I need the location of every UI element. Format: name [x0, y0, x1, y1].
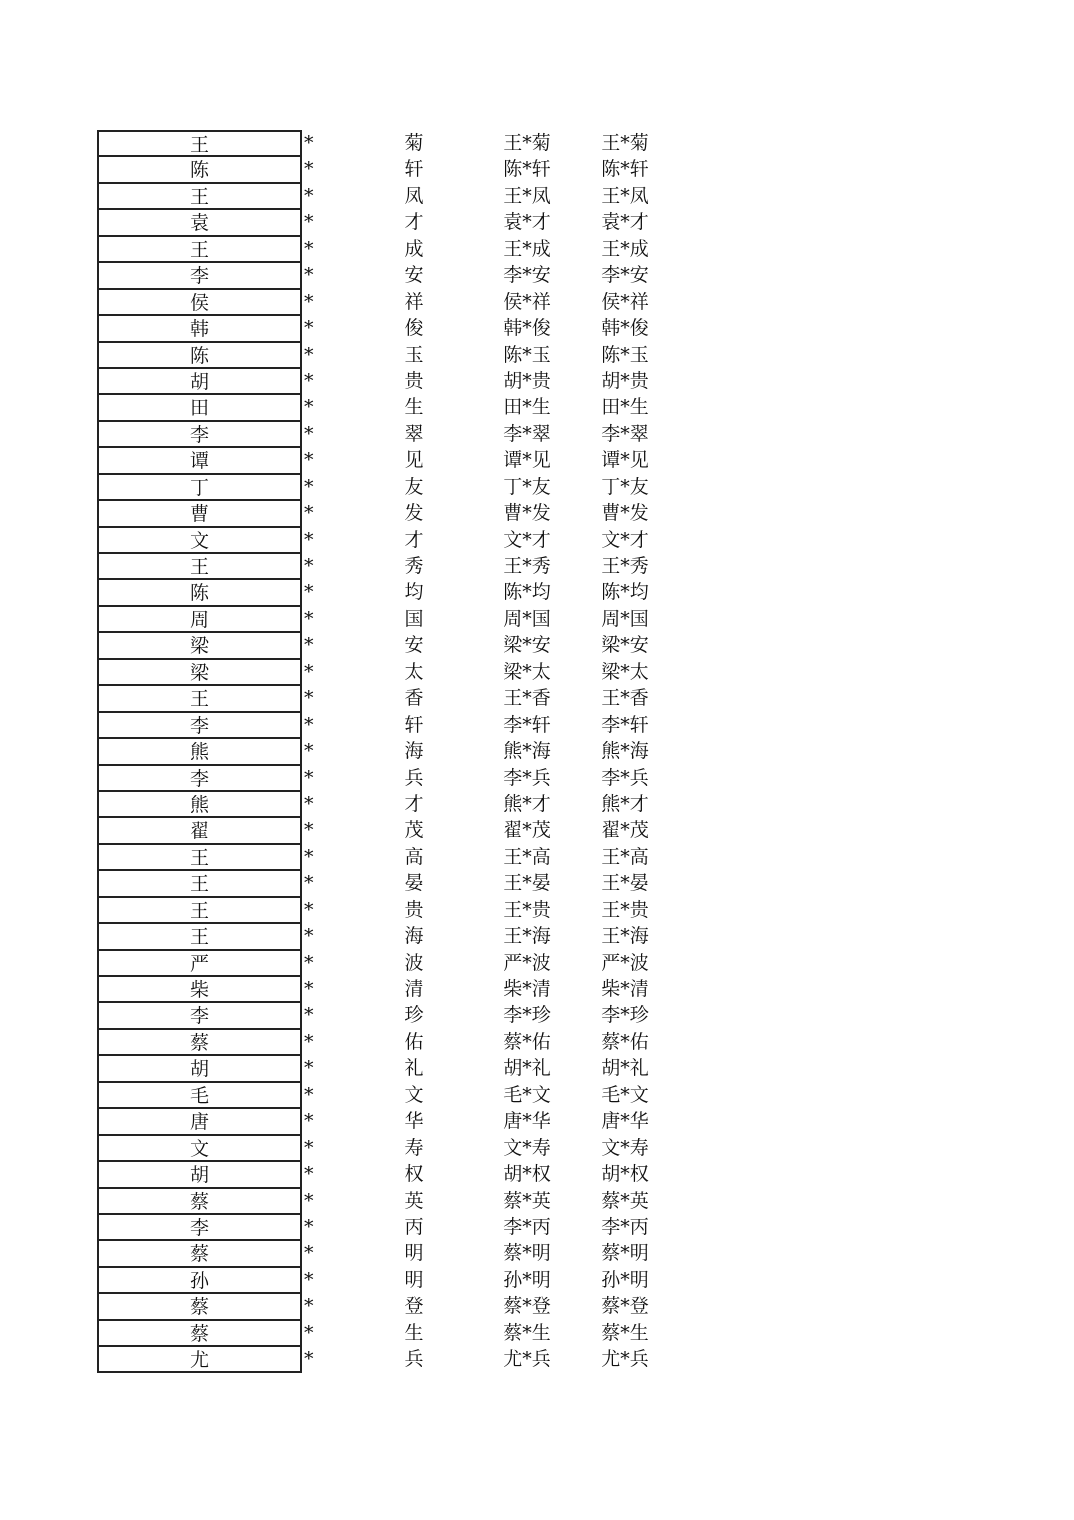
mask-cell: * — [304, 581, 314, 604]
surname-cell: 唐 — [97, 1108, 302, 1134]
masked-name-cell: 陈*玉 — [503, 343, 551, 366]
surname-cell: 王 — [97, 685, 302, 711]
given-name-cell: 礼 — [404, 1057, 424, 1080]
given-name-cell: 寿 — [404, 1136, 424, 1159]
given-name-cell: 权 — [404, 1163, 424, 1186]
table-row — [0, 712, 1074, 738]
masked-name-cell: 李*翠 — [503, 422, 551, 445]
surname-cell: 王 — [97, 553, 302, 579]
given-name-cell: 才 — [404, 211, 424, 234]
masked-name-cell: 陈*轩 — [503, 158, 551, 181]
masked-name-copy-cell: 李*轩 — [601, 713, 649, 736]
masked-name-copy-cell: 王*成 — [601, 237, 649, 260]
surname-cell: 柴 — [97, 976, 302, 1002]
surname-cell: 韩 — [97, 315, 302, 341]
masked-name-copy-cell: 王*凤 — [601, 184, 649, 207]
table-row — [0, 1161, 1074, 1187]
mask-cell: * — [304, 158, 314, 181]
masked-name-cell: 熊*才 — [503, 792, 551, 815]
masked-name-copy-cell: 陈*轩 — [601, 158, 649, 181]
table-row — [0, 209, 1074, 235]
surname-cell: 李 — [97, 1002, 302, 1028]
masked-name-cell: 李*丙 — [503, 1215, 551, 1238]
given-name-cell: 太 — [404, 660, 424, 683]
mask-cell: * — [304, 687, 314, 710]
masked-name-cell: 李*兵 — [503, 766, 551, 789]
masked-name-cell: 王*香 — [503, 687, 551, 710]
mask-cell: * — [304, 766, 314, 789]
masked-name-cell: 梁*安 — [503, 634, 551, 657]
masked-name-cell: 曹*发 — [503, 502, 551, 525]
mask-cell: * — [304, 211, 314, 234]
surname-cell: 胡 — [97, 1055, 302, 1081]
given-name-cell: 华 — [404, 1110, 424, 1133]
given-name-cell: 清 — [404, 978, 424, 1000]
masked-name-cell: 文*才 — [503, 528, 551, 551]
masked-name-cell: 韩*俊 — [503, 317, 551, 340]
table-row — [0, 976, 1074, 1002]
surname-cell: 蔡 — [97, 1293, 302, 1319]
given-name-cell: 明 — [404, 1268, 424, 1291]
masked-name-cell: 严*波 — [503, 951, 551, 974]
masked-name-cell: 王*海 — [503, 925, 551, 948]
masked-name-cell: 袁*才 — [503, 211, 551, 234]
given-name-cell: 成 — [404, 237, 424, 260]
masked-name-cell: 陈*均 — [503, 581, 551, 604]
surname-cell: 文 — [97, 527, 302, 553]
masked-name-copy-cell: 文*才 — [601, 528, 649, 551]
surname-cell: 曹 — [97, 500, 302, 526]
masked-name-copy-cell: 尤*兵 — [601, 1348, 649, 1371]
masked-name-copy-cell: 王*晏 — [601, 872, 649, 895]
given-name-cell: 英 — [404, 1189, 424, 1212]
table-row — [0, 1029, 1074, 1055]
table-row — [0, 342, 1074, 368]
mask-cell: * — [304, 1110, 314, 1133]
given-name-cell: 安 — [404, 264, 424, 287]
masked-name-cell: 王*晏 — [503, 872, 551, 895]
masked-name-copy-cell: 王*秀 — [601, 555, 649, 577]
table-row — [0, 870, 1074, 896]
surname-cell: 熊 — [97, 791, 302, 817]
mask-cell: * — [304, 951, 314, 974]
table-row — [0, 897, 1074, 923]
given-name-cell: 生 — [404, 1321, 424, 1344]
table-row — [0, 1002, 1074, 1028]
masked-name-cell: 谭*见 — [503, 449, 551, 472]
masked-name-copy-cell: 孙*明 — [601, 1268, 649, 1291]
mask-cell: * — [304, 1163, 314, 1186]
surname-cell: 梁 — [97, 632, 302, 658]
mask-cell: * — [304, 1030, 314, 1053]
masked-name-copy-cell: 王*高 — [601, 845, 649, 868]
masked-name-cell: 王*高 — [503, 845, 551, 868]
mask-cell: * — [304, 792, 314, 815]
masked-name-copy-cell: 李*翠 — [601, 422, 649, 445]
mask-cell: * — [304, 607, 314, 630]
given-name-cell: 明 — [404, 1242, 424, 1265]
mask-cell: * — [304, 1268, 314, 1291]
masked-name-copy-cell: 曹*发 — [601, 502, 649, 525]
table-row — [0, 1214, 1074, 1240]
table-row — [0, 1320, 1074, 1346]
masked-name-copy-cell: 王*菊 — [601, 132, 649, 154]
mask-cell: * — [304, 264, 314, 287]
given-name-cell: 高 — [404, 845, 424, 868]
mask-cell: * — [304, 925, 314, 948]
name-table — [0, 130, 1074, 1373]
given-name-cell: 海 — [404, 925, 424, 948]
table-row — [0, 1346, 1074, 1372]
surname-cell: 文 — [97, 1135, 302, 1161]
surname-cell: 蔡 — [97, 1240, 302, 1266]
surname-cell: 孙 — [97, 1267, 302, 1293]
surname-cell: 袁 — [97, 209, 302, 235]
given-name-cell: 玉 — [404, 343, 424, 366]
table-row — [0, 394, 1074, 420]
table-row — [0, 368, 1074, 394]
surname-cell: 梁 — [97, 659, 302, 685]
surname-cell: 王 — [97, 236, 302, 262]
mask-cell: * — [304, 317, 314, 340]
masked-name-cell: 翟*茂 — [503, 819, 551, 842]
mask-cell: * — [304, 1189, 314, 1212]
mask-cell: * — [304, 1083, 314, 1106]
masked-name-copy-cell: 陈*均 — [601, 581, 649, 604]
masked-name-cell: 尤*兵 — [503, 1348, 551, 1371]
given-name-cell: 香 — [404, 687, 424, 710]
given-name-cell: 珍 — [404, 1004, 424, 1027]
masked-name-copy-cell: 蔡*佑 — [601, 1030, 649, 1053]
masked-name-cell: 蔡*生 — [503, 1321, 551, 1344]
surname-cell: 翟 — [97, 817, 302, 843]
masked-name-copy-cell: 王*海 — [601, 925, 649, 948]
surname-cell: 蔡 — [97, 1320, 302, 1346]
table-row — [0, 606, 1074, 632]
surname-cell: 王 — [97, 870, 302, 896]
masked-name-cell: 蔡*登 — [503, 1295, 551, 1318]
surname-cell: 胡 — [97, 1161, 302, 1187]
given-name-cell: 丙 — [404, 1215, 424, 1238]
table-row — [0, 579, 1074, 605]
masked-name-copy-cell: 胡*贵 — [601, 369, 649, 392]
masked-name-cell: 田*生 — [503, 396, 551, 419]
masked-name-cell: 丁*友 — [503, 475, 551, 498]
table-row — [0, 421, 1074, 447]
masked-name-copy-cell: 李*安 — [601, 264, 649, 287]
surname-cell: 陈 — [97, 579, 302, 605]
surname-cell: 熊 — [97, 738, 302, 764]
given-name-cell: 佑 — [404, 1030, 424, 1053]
table-row — [0, 1188, 1074, 1214]
given-name-cell: 轩 — [404, 158, 424, 181]
given-name-cell: 菊 — [404, 132, 424, 154]
given-name-cell: 见 — [404, 449, 424, 472]
mask-cell: * — [304, 502, 314, 525]
masked-name-cell: 孙*明 — [503, 1268, 551, 1291]
masked-name-cell: 熊*海 — [503, 740, 551, 763]
given-name-cell: 发 — [404, 502, 424, 525]
mask-cell: * — [304, 1057, 314, 1080]
masked-name-cell: 蔡*佑 — [503, 1030, 551, 1053]
masked-name-copy-cell: 梁*安 — [601, 634, 649, 657]
masked-name-copy-cell: 田*生 — [601, 396, 649, 419]
table-row — [0, 474, 1074, 500]
given-name-cell: 友 — [404, 475, 424, 498]
masked-name-copy-cell: 胡*礼 — [601, 1057, 649, 1080]
mask-cell: * — [304, 1215, 314, 1238]
given-name-cell: 国 — [404, 607, 424, 630]
masked-name-cell: 胡*权 — [503, 1163, 551, 1186]
table-row — [0, 791, 1074, 817]
surname-cell: 丁 — [97, 474, 302, 500]
mask-cell: * — [304, 290, 314, 313]
masked-name-cell: 周*国 — [503, 607, 551, 630]
table-row — [0, 1135, 1074, 1161]
masked-name-cell: 胡*贵 — [503, 369, 551, 392]
masked-name-copy-cell: 周*国 — [601, 607, 649, 630]
table-row — [0, 685, 1074, 711]
mask-cell: * — [304, 184, 314, 207]
table-row — [0, 447, 1074, 473]
masked-name-copy-cell: 王*贵 — [601, 898, 649, 921]
masked-name-copy-cell: 翟*茂 — [601, 819, 649, 842]
table-row — [0, 1108, 1074, 1134]
masked-name-cell: 侯*祥 — [503, 290, 551, 313]
mask-cell: * — [304, 555, 314, 577]
mask-cell: * — [304, 1136, 314, 1159]
masked-name-copy-cell: 毛*文 — [601, 1083, 649, 1106]
table-row — [0, 236, 1074, 262]
masked-name-cell: 李*安 — [503, 264, 551, 287]
mask-cell: * — [304, 422, 314, 445]
given-name-cell: 轩 — [404, 713, 424, 736]
mask-cell: * — [304, 634, 314, 657]
mask-cell: * — [304, 1004, 314, 1027]
masked-name-copy-cell: 王*香 — [601, 687, 649, 710]
surname-cell: 胡 — [97, 368, 302, 394]
mask-cell: * — [304, 396, 314, 419]
masked-name-cell: 王*菊 — [503, 132, 551, 154]
masked-name-copy-cell: 蔡*明 — [601, 1242, 649, 1265]
masked-name-cell: 王*成 — [503, 237, 551, 260]
given-name-cell: 均 — [404, 581, 424, 604]
masked-name-cell: 李*珍 — [503, 1004, 551, 1027]
masked-name-copy-cell: 袁*才 — [601, 211, 649, 234]
masked-name-cell: 蔡*明 — [503, 1242, 551, 1265]
given-name-cell: 翠 — [404, 422, 424, 445]
masked-name-cell: 文*寿 — [503, 1136, 551, 1159]
mask-cell: * — [304, 740, 314, 763]
table-row — [0, 500, 1074, 526]
table-row — [0, 923, 1074, 949]
table-row — [0, 1082, 1074, 1108]
given-name-cell: 登 — [404, 1295, 424, 1318]
surname-cell: 田 — [97, 394, 302, 420]
given-name-cell: 文 — [404, 1083, 424, 1106]
masked-name-cell: 李*轩 — [503, 713, 551, 736]
given-name-cell: 波 — [404, 951, 424, 974]
surname-cell: 蔡 — [97, 1029, 302, 1055]
mask-cell: * — [304, 845, 314, 868]
table-row — [0, 1240, 1074, 1266]
surname-cell: 李 — [97, 421, 302, 447]
table-row — [0, 1267, 1074, 1293]
surname-cell: 李 — [97, 712, 302, 738]
masked-name-copy-cell: 李*丙 — [601, 1215, 649, 1238]
given-name-cell: 贵 — [404, 898, 424, 921]
surname-cell: 王 — [97, 183, 302, 209]
mask-cell: * — [304, 819, 314, 842]
given-name-cell: 贵 — [404, 369, 424, 392]
mask-cell: * — [304, 1348, 314, 1371]
masked-name-copy-cell: 梁*太 — [601, 660, 649, 683]
table-row — [0, 315, 1074, 341]
surname-cell: 李 — [97, 262, 302, 288]
mask-cell: * — [304, 369, 314, 392]
mask-cell: * — [304, 449, 314, 472]
surname-cell: 李 — [97, 1214, 302, 1240]
given-name-cell: 兵 — [404, 766, 424, 789]
given-name-cell: 凤 — [404, 184, 424, 207]
masked-name-cell: 蔡*英 — [503, 1189, 551, 1212]
table-row — [0, 262, 1074, 288]
mask-cell: * — [304, 132, 314, 154]
surname-cell: 王 — [97, 844, 302, 870]
mask-cell: * — [304, 343, 314, 366]
masked-name-copy-cell: 蔡*英 — [601, 1189, 649, 1212]
masked-name-copy-cell: 李*兵 — [601, 766, 649, 789]
mask-cell: * — [304, 872, 314, 895]
masked-name-copy-cell: 陈*玉 — [601, 343, 649, 366]
surname-cell: 谭 — [97, 447, 302, 473]
masked-name-cell: 唐*华 — [503, 1110, 551, 1133]
given-name-cell: 秀 — [404, 555, 424, 577]
masked-name-copy-cell: 胡*权 — [601, 1163, 649, 1186]
table-row — [0, 632, 1074, 658]
mask-cell: * — [304, 1321, 314, 1344]
masked-name-copy-cell: 柴*清 — [601, 978, 649, 1000]
mask-cell: * — [304, 475, 314, 498]
mask-cell: * — [304, 713, 314, 736]
masked-name-copy-cell: 蔡*登 — [601, 1295, 649, 1318]
masked-name-copy-cell: 熊*才 — [601, 792, 649, 815]
mask-cell: * — [304, 528, 314, 551]
given-name-cell: 晏 — [404, 872, 424, 895]
masked-name-copy-cell: 严*波 — [601, 951, 649, 974]
mask-cell: * — [304, 898, 314, 921]
surname-cell: 王 — [97, 923, 302, 949]
masked-name-copy-cell: 熊*海 — [601, 740, 649, 763]
mask-cell: * — [304, 660, 314, 683]
masked-name-cell: 胡*礼 — [503, 1057, 551, 1080]
surname-cell: 王 — [97, 897, 302, 923]
surname-cell: 周 — [97, 606, 302, 632]
masked-name-copy-cell: 李*珍 — [601, 1004, 649, 1027]
masked-name-cell: 梁*太 — [503, 660, 551, 683]
surname-cell: 蔡 — [97, 1188, 302, 1214]
masked-name-cell: 王*秀 — [503, 555, 551, 577]
given-name-cell: 茂 — [404, 819, 424, 842]
table-row — [0, 1293, 1074, 1319]
given-name-cell: 才 — [404, 792, 424, 815]
given-name-cell: 祥 — [404, 290, 424, 313]
masked-name-copy-cell: 侯*祥 — [601, 290, 649, 313]
mask-cell: * — [304, 1242, 314, 1265]
given-name-cell: 才 — [404, 528, 424, 551]
table-row — [0, 659, 1074, 685]
mask-cell: * — [304, 978, 314, 1000]
masked-name-copy-cell: 文*寿 — [601, 1136, 649, 1159]
surname-cell: 严 — [97, 950, 302, 976]
table-row — [0, 765, 1074, 791]
given-name-cell: 俊 — [404, 317, 424, 340]
masked-name-copy-cell: 唐*华 — [601, 1110, 649, 1133]
surname-cell: 王 — [97, 130, 302, 156]
given-name-cell: 海 — [404, 740, 424, 763]
table-row — [0, 1055, 1074, 1081]
mask-cell: * — [304, 237, 314, 260]
surname-cell: 陈 — [97, 156, 302, 182]
given-name-cell: 生 — [404, 396, 424, 419]
masked-name-cell: 柴*清 — [503, 978, 551, 1000]
masked-name-cell: 毛*文 — [503, 1083, 551, 1106]
surname-cell: 侯 — [97, 289, 302, 315]
table-row — [0, 950, 1074, 976]
table-row — [0, 817, 1074, 843]
table-row — [0, 183, 1074, 209]
masked-name-copy-cell: 丁*友 — [601, 475, 649, 498]
surname-cell: 毛 — [97, 1082, 302, 1108]
mask-cell: * — [304, 1295, 314, 1318]
masked-name-copy-cell: 蔡*生 — [601, 1321, 649, 1344]
surname-cell: 李 — [97, 765, 302, 791]
masked-name-cell: 王*凤 — [503, 184, 551, 207]
table-row — [0, 289, 1074, 315]
surname-cell: 尤 — [97, 1346, 302, 1372]
table-row — [0, 553, 1074, 579]
surname-cell: 陈 — [97, 342, 302, 368]
table-row — [0, 130, 1074, 156]
given-name-cell: 兵 — [404, 1348, 424, 1371]
table-row — [0, 156, 1074, 182]
masked-name-copy-cell: 谭*见 — [601, 449, 649, 472]
masked-name-copy-cell: 韩*俊 — [601, 317, 649, 340]
masked-name-cell: 王*贵 — [503, 898, 551, 921]
given-name-cell: 安 — [404, 634, 424, 657]
table-row — [0, 527, 1074, 553]
table-row — [0, 738, 1074, 764]
table-row — [0, 844, 1074, 870]
